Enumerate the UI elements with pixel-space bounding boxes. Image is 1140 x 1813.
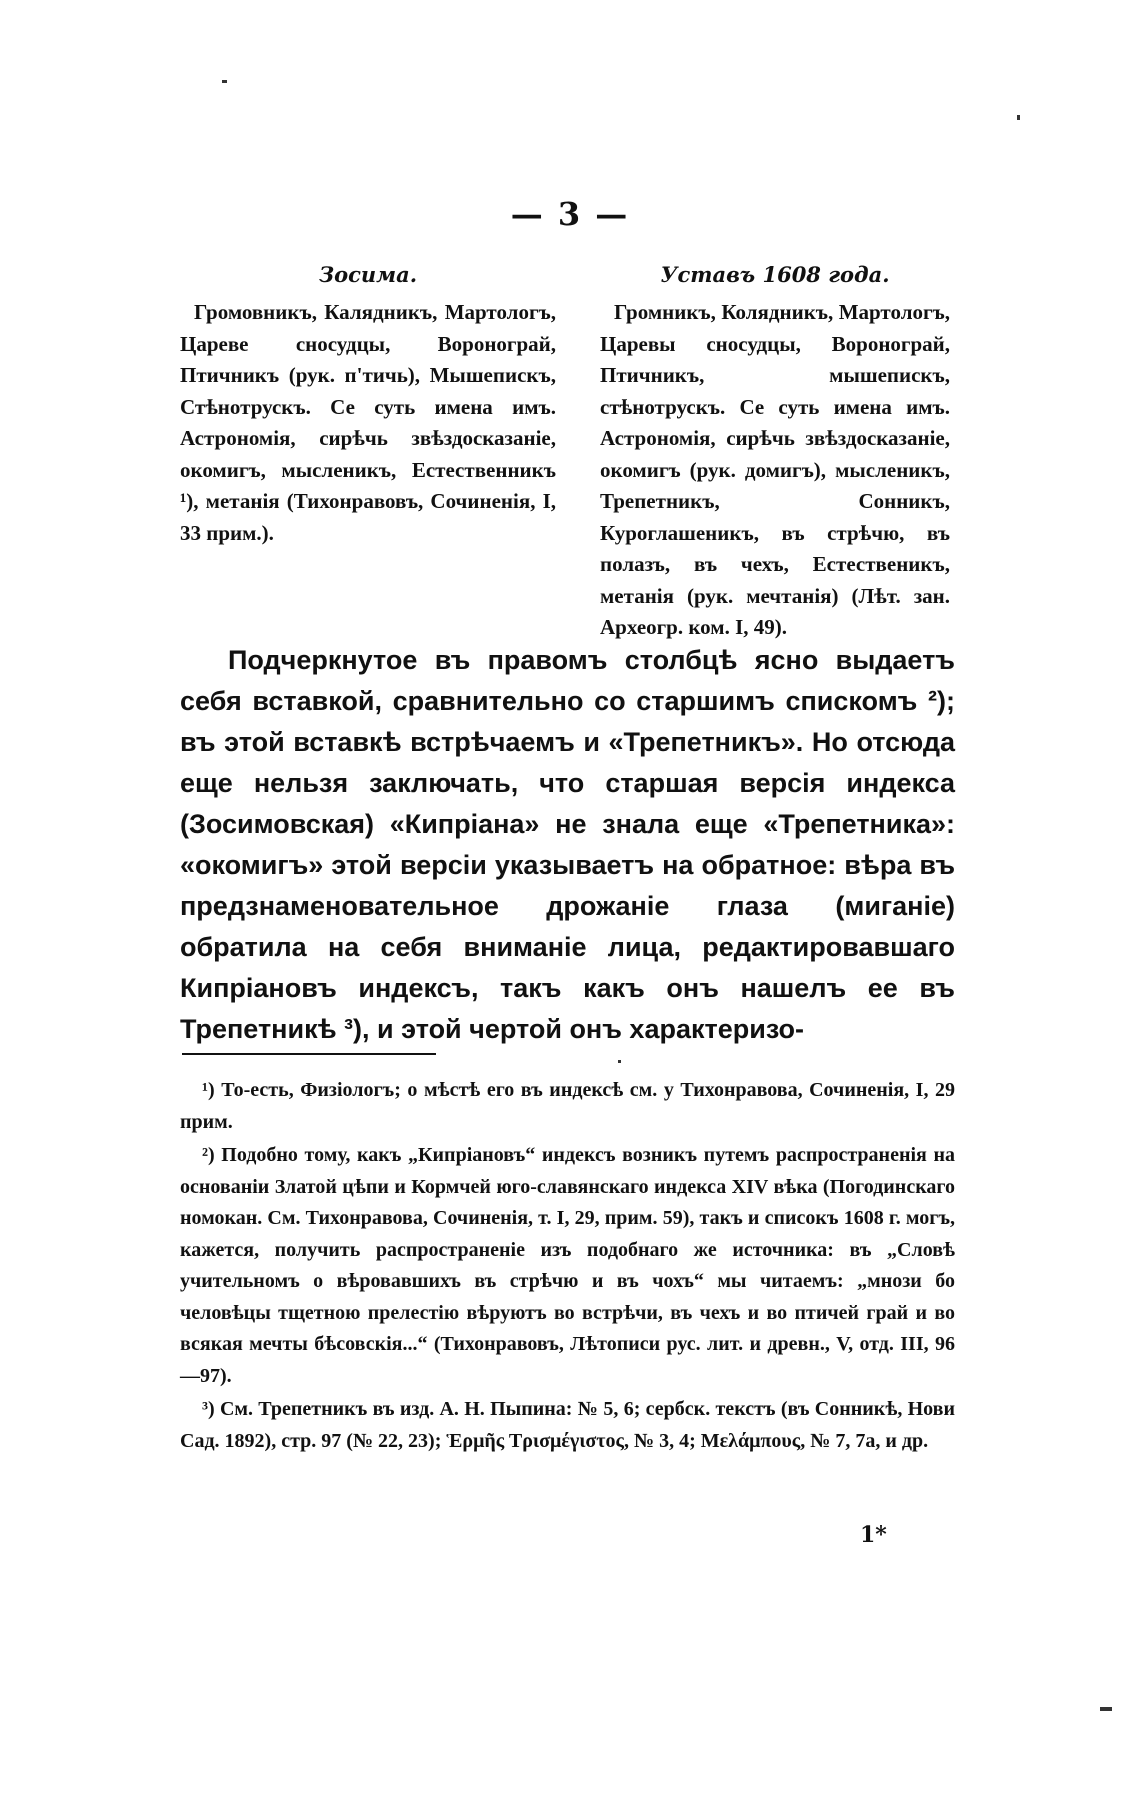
signature-mark: 1* bbox=[860, 1522, 887, 1548]
page-number: — 3 — bbox=[510, 195, 630, 233]
footnotes bbox=[180, 1075, 955, 1459]
scan-speck bbox=[222, 80, 227, 83]
footnote-divider bbox=[182, 1053, 436, 1055]
footnote-3: ³) См. Трепетникъ въ изд. А. Н. Пыпина: № 5, 6; сербск. текстъ (въ Сонникѣ, Нови Сад. 1892), стр. 97 (№ 22, 23); Ἑρμῆς Τρισμέγιστος, № 3, 4; Μελάμπους, № 7, 7а, и др. bbox=[180, 1398, 955, 1452]
footnote-2: ²) Подобно тому, какъ „Кипріановъ“ индексъ возникъ путемъ распространенія на основаніи Златой цѣпи и Кормчей юго-славянскаго индекса XIV вѣка (Погодинскаго номокан. См. Тихонравова, Сочиненія, т. I, 29, прим. 59), такъ и списокъ 1608 г. могъ, кажется, получить распространеніе изъ подобнаго же источника: въ „Словѣ учительномъ о вѣровавшихъ въ стрѣчю и въ чохъ“ мы читаемъ: „мнози бо человѣцы тщетною прелестію вѣруютъ во встрѣчи, въ чехъ и во птичей грай и во всякая мечты бѣсовскія...“ (Тихонравовъ, Лѣтописи рус. лит. и древн., V, отд. III, 96—97). bbox=[180, 1144, 955, 1387]
right-column-text: Громникъ, Колядникъ, Мартологъ, Царевы сносудцы, Воронограй, Птичникъ, мышепискъ, стѣнотрускъ. Се суть имена имъ. Астрономія, сирѣчь звѣздосказаніе, окомигъ (рук. домигъ), мысленикъ, Трепетникъ, Сонникъ, Куроглашеникъ, въ стрѣчю, въ полазъ, въ чехъ, Естественикъ, метанія (рук. мечтанія) (Лѣт. зан. Археогр. ком. I, 49). bbox=[600, 300, 950, 639]
right-column-title: Уставъ 1608 года. bbox=[660, 262, 890, 287]
scan-speck bbox=[1100, 1707, 1112, 1711]
body-paragraph: Подчеркнутое въ правомъ столбцѣ ясно выдаетъ себя вставкой, сравнительно со старшимъ спискомъ ²); въ этой вставкѣ встрѣчаемъ и «Трепетникъ». Но отсюда еще нельзя заключать, что старшая версія индекса (Зосимовская) «Кипріана» не знала еще «Трепетника»: «окомигъ» этой версіи указываетъ на обратное: вѣра въ предзнаменовательное дрожаніе глаза (миганіе) обратила на себя вниманіе лица, редактировавшаго Кипріановъ индексъ, такъ какъ онъ нашелъ ее въ Трепетникѣ ³), и этой чертой онъ характеризо- bbox=[180, 645, 955, 1044]
scan-speck bbox=[1017, 115, 1020, 120]
left-column-title: Зосима. bbox=[318, 262, 418, 287]
footnote-1: ¹) То-есть, Физіологъ; о мѣстѣ его въ индексѣ см. у Тихонравова, Сочиненія, I, 29 прим. bbox=[180, 1079, 955, 1133]
left-column bbox=[180, 262, 556, 549]
scan-speck bbox=[618, 1060, 621, 1063]
left-column-text: Громовникъ, Калядникъ, Мартологъ, Цареве сносудцы, Воронограй, Птичникъ (рук. п'тичь), Мышепискъ, Стѣнотрускъ. Се суть имена имъ. Астрономія, сирѣчь звѣздосказаніе, окомигъ, мысленикъ, Естественникъ ¹), метанія (Тихонравовъ, Сочиненія, I, 33 прим.). bbox=[180, 300, 556, 545]
right-column bbox=[600, 262, 950, 644]
